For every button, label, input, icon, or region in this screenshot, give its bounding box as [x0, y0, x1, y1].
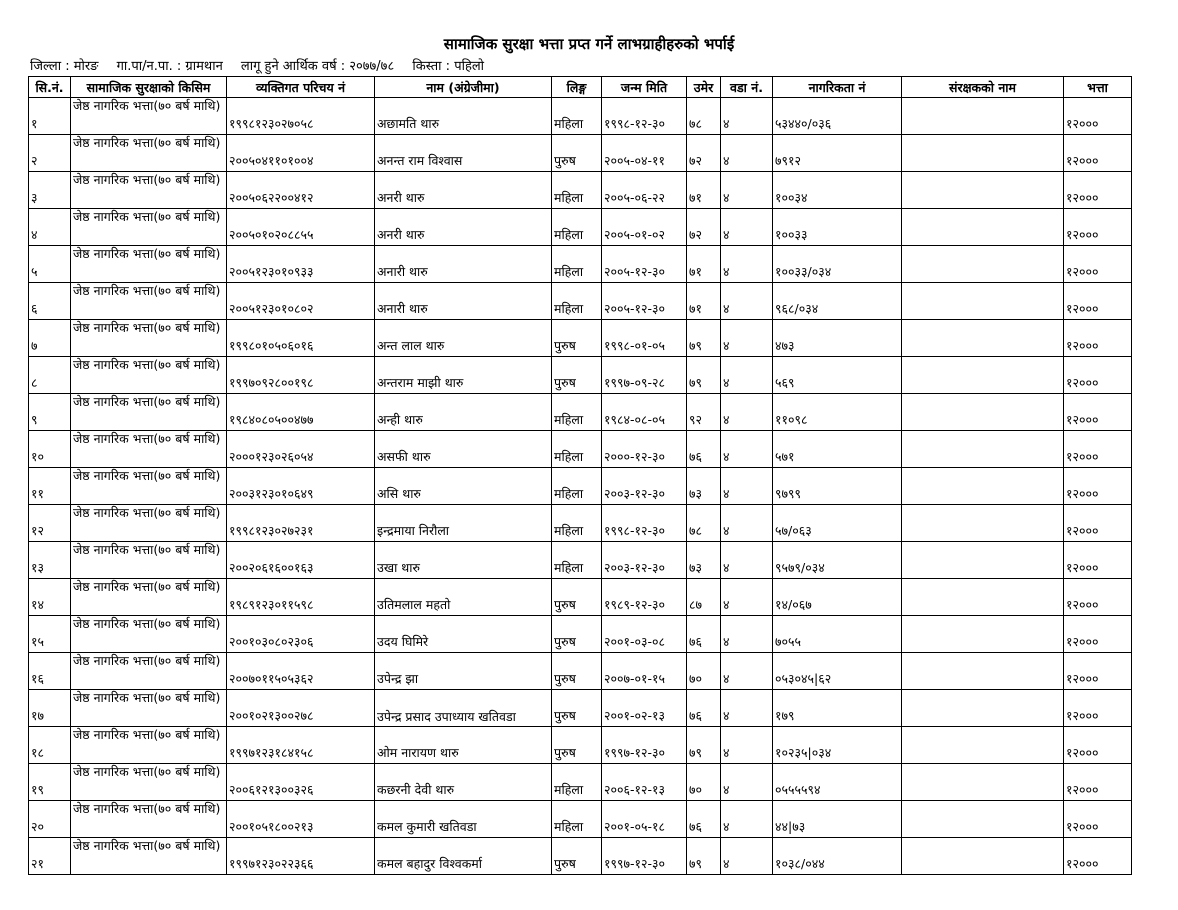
cell-type: जेष्ठ नागरिक भत्ता(७० बर्ष माथि) [71, 653, 227, 690]
table-row [29, 357, 1132, 394]
cell-gender: महिला [552, 764, 602, 801]
cell-id: १९८९१२३०११५९८ [227, 579, 375, 616]
cell-sn: १० [29, 431, 71, 468]
page-title: सामाजिक सुरक्षा भत्ता प्रप्त गर्ने लाभग्राहीहरुको भर्पाई [443, 35, 735, 53]
cell-age: ७३ [687, 542, 721, 579]
table-header-row [29, 77, 1132, 98]
column-header: उमेर [687, 77, 721, 98]
cell-dob: २००१-०५-१८ [602, 801, 687, 838]
cell-ward: ४ [721, 505, 773, 542]
table-row [29, 209, 1132, 246]
column-header: व्यक्तिगत परिचय नं [227, 77, 375, 98]
cell-sn: १ [29, 98, 71, 135]
cell-id: २००५०६२२००४१२ [227, 172, 375, 209]
cell-allowance: १२००० [1064, 320, 1132, 357]
cell-ward: ४ [721, 616, 773, 653]
cell-sn: ५ [29, 246, 71, 283]
cell-ward: ४ [721, 357, 773, 394]
cell-guardian [902, 579, 1064, 616]
cell-citizenship: ४४|७३ [773, 801, 902, 838]
cell-citizenship: १००३३/०३४ [773, 246, 902, 283]
cell-ward: ४ [721, 172, 773, 209]
cell-citizenship: ११०९८ [773, 394, 902, 431]
cell-dob: २००५-१२-३० [602, 283, 687, 320]
cell-type: जेष्ठ नागरिक भत्ता(७० बर्ष माथि) [71, 209, 227, 246]
cell-age: ७६ [687, 431, 721, 468]
cell-dob: २००१-०२-१३ [602, 690, 687, 727]
cell-dob: २००३-१२-३० [602, 542, 687, 579]
cell-citizenship: ०५५५५९४ [773, 764, 902, 801]
cell-ward: ४ [721, 838, 773, 875]
cell-id: १९९८०१०५०६०१६ [227, 320, 375, 357]
cell-ward: ४ [721, 431, 773, 468]
cell-guardian [902, 320, 1064, 357]
cell-id: २००५१२३०१०८०२ [227, 283, 375, 320]
cell-allowance: १२००० [1064, 764, 1132, 801]
cell-citizenship: १७९ [773, 690, 902, 727]
table-row [29, 579, 1132, 616]
cell-dob: २००५-१२-३० [602, 246, 687, 283]
header-info [30, 56, 498, 74]
cell-ward: ४ [721, 468, 773, 505]
cell-guardian [902, 357, 1064, 394]
cell-type: जेष्ठ नागरिक भत्ता(७० बर्ष माथि) [71, 801, 227, 838]
municipality-label: गा.पा/न.पा. : ग्रामथान [116, 59, 223, 74]
cell-type: जेष्ठ नागरिक भत्ता(७० बर्ष माथि) [71, 283, 227, 320]
cell-dob: १९८९-१२-३० [602, 579, 687, 616]
cell-sn: १९ [29, 764, 71, 801]
cell-name: उतिमलाल महतो [375, 579, 552, 616]
cell-type: जेष्ठ नागरिक भत्ता(७० बर्ष माथि) [71, 468, 227, 505]
cell-ward: ४ [721, 98, 773, 135]
cell-allowance: १२००० [1064, 246, 1132, 283]
cell-age: ७६ [687, 801, 721, 838]
cell-name: कमल कुमारी खतिवडा [375, 801, 552, 838]
cell-ward: ४ [721, 653, 773, 690]
cell-age: ७९ [687, 357, 721, 394]
table-row [29, 431, 1132, 468]
cell-sn: १२ [29, 505, 71, 542]
table-row [29, 283, 1132, 320]
cell-name: असि थारु [375, 468, 552, 505]
cell-gender: महिला [552, 505, 602, 542]
cell-dob: २००७-०१-१५ [602, 653, 687, 690]
cell-gender: पुरुष [552, 135, 602, 172]
cell-sn: १४ [29, 579, 71, 616]
cell-age: ८७ [687, 579, 721, 616]
cell-citizenship: १०३८/०४४ [773, 838, 902, 875]
cell-id: २००७०११५०५३६२ [227, 653, 375, 690]
cell-dob: १९९७-०९-२८ [602, 357, 687, 394]
cell-citizenship: १००३४ [773, 172, 902, 209]
cell-age: ७८ [687, 505, 721, 542]
cell-sn: ११ [29, 468, 71, 505]
cell-type: जेष्ठ नागरिक भत्ता(७० बर्ष माथि) [71, 616, 227, 653]
cell-ward: ४ [721, 764, 773, 801]
cell-type: जेष्ठ नागरिक भत्ता(७० बर्ष माथि) [71, 764, 227, 801]
cell-id: २००२०६१६००१६३ [227, 542, 375, 579]
cell-citizenship: १०२३५|०३४ [773, 727, 902, 764]
table-row [29, 653, 1132, 690]
cell-age: ७८ [687, 98, 721, 135]
fiscal-year-label: लागू हुने आर्थिक वर्ष : २०७७/७८ [240, 59, 395, 74]
cell-age: ७१ [687, 246, 721, 283]
cell-guardian [902, 690, 1064, 727]
cell-sn: ८ [29, 357, 71, 394]
cell-name: अनरी थारु [375, 209, 552, 246]
cell-type: जेष्ठ नागरिक भत्ता(७० बर्ष माथि) [71, 246, 227, 283]
column-header: सामाजिक सुरक्षाको किसिम [71, 77, 227, 98]
table-body [29, 98, 1132, 875]
cell-gender: पुरुष [552, 616, 602, 653]
cell-dob: २००६-१२-१३ [602, 764, 687, 801]
cell-age: ७२ [687, 135, 721, 172]
cell-id: २००६१२१३००३२६ [227, 764, 375, 801]
cell-sn: ७ [29, 320, 71, 357]
cell-id: १९९८१२३०२७०५८ [227, 98, 375, 135]
cell-gender: पुरुष [552, 357, 602, 394]
cell-dob: १९९८-१२-३० [602, 98, 687, 135]
cell-dob: १९९८-१२-३० [602, 505, 687, 542]
cell-dob: २०००-१२-३० [602, 431, 687, 468]
cell-age: ७९ [687, 320, 721, 357]
cell-guardian [902, 505, 1064, 542]
table-row [29, 172, 1132, 209]
cell-allowance: १२००० [1064, 283, 1132, 320]
cell-sn: १५ [29, 616, 71, 653]
cell-gender: पुरुष [552, 838, 602, 875]
table-row [29, 542, 1132, 579]
cell-name: अन्तराम माझी थारु [375, 357, 552, 394]
table-row [29, 135, 1132, 172]
cell-allowance: १२००० [1064, 690, 1132, 727]
cell-citizenship: ४७३ [773, 320, 902, 357]
cell-dob: २००५-०४-११ [602, 135, 687, 172]
cell-citizenship: ७९१२ [773, 135, 902, 172]
cell-citizenship: ५६९ [773, 357, 902, 394]
cell-sn: २० [29, 801, 71, 838]
cell-dob: १९९७-१२-३० [602, 838, 687, 875]
cell-guardian [902, 542, 1064, 579]
cell-sn: २ [29, 135, 71, 172]
cell-citizenship: ०५३०४५|६२ [773, 653, 902, 690]
cell-name: अछामति थारु [375, 98, 552, 135]
cell-guardian [902, 172, 1064, 209]
cell-dob: २००३-१२-३० [602, 468, 687, 505]
cell-guardian [902, 801, 1064, 838]
cell-gender: महिला [552, 394, 602, 431]
cell-allowance: १२००० [1064, 653, 1132, 690]
cell-allowance: १२००० [1064, 801, 1132, 838]
cell-ward: ४ [721, 283, 773, 320]
cell-allowance: १२००० [1064, 394, 1132, 431]
cell-allowance: १२००० [1064, 579, 1132, 616]
column-header: जन्म मिति [602, 77, 687, 98]
cell-ward: ४ [721, 801, 773, 838]
cell-dob: २००५-०१-०२ [602, 209, 687, 246]
cell-id: १९९८१२३०२७२३१ [227, 505, 375, 542]
cell-gender: महिला [552, 468, 602, 505]
cell-type: जेष्ठ नागरिक भत्ता(७० बर्ष माथि) [71, 394, 227, 431]
cell-guardian [902, 209, 1064, 246]
cell-guardian [902, 394, 1064, 431]
cell-sn: ३ [29, 172, 71, 209]
cell-gender: महिला [552, 246, 602, 283]
cell-type: जेष्ठ नागरिक भत्ता(७० बर्ष माथि) [71, 320, 227, 357]
cell-gender: पुरुष [552, 653, 602, 690]
cell-allowance: १२००० [1064, 505, 1132, 542]
table-row [29, 246, 1132, 283]
cell-id: २००५१२३०१०९३३ [227, 246, 375, 283]
cell-name: अन्त लाल थारु [375, 320, 552, 357]
cell-citizenship: ९७९९ [773, 468, 902, 505]
cell-age: ७९ [687, 727, 721, 764]
cell-allowance: १२००० [1064, 431, 1132, 468]
installment-label: किस्ता : पहिलो [412, 59, 485, 74]
cell-gender: पुरुष [552, 727, 602, 764]
cell-gender: महिला [552, 283, 602, 320]
cell-type: जेष्ठ नागरिक भत्ता(७० बर्ष माथि) [71, 838, 227, 875]
cell-citizenship: ५७१ [773, 431, 902, 468]
cell-allowance: १२००० [1064, 209, 1132, 246]
cell-allowance: १२००० [1064, 542, 1132, 579]
cell-age: ७१ [687, 172, 721, 209]
cell-type: जेष्ठ नागरिक भत्ता(७० बर्ष माथि) [71, 542, 227, 579]
table-row [29, 98, 1132, 135]
table-row [29, 616, 1132, 653]
cell-gender: पुरुष [552, 579, 602, 616]
cell-age: ७१ [687, 283, 721, 320]
cell-type: जेष्ठ नागरिक भत्ता(७० बर्ष माथि) [71, 727, 227, 764]
cell-citizenship: ५७/०६३ [773, 505, 902, 542]
cell-name: अनरी थारु [375, 172, 552, 209]
column-header: सि.नं. [29, 77, 71, 98]
cell-ward: ४ [721, 727, 773, 764]
cell-name: इन्द्रमाया निरौला [375, 505, 552, 542]
cell-sn: १६ [29, 653, 71, 690]
table-row [29, 764, 1132, 801]
cell-id: १९९७०९२८००१९८ [227, 357, 375, 394]
cell-guardian [902, 616, 1064, 653]
cell-age: ७० [687, 764, 721, 801]
cell-id: २००५०१०२०८८५५ [227, 209, 375, 246]
cell-allowance: १२००० [1064, 468, 1132, 505]
cell-gender: महिला [552, 801, 602, 838]
column-header: संरक्षकको नाम [902, 77, 1064, 98]
cell-guardian [902, 135, 1064, 172]
cell-id: १९८४०८०५००४७७ [227, 394, 375, 431]
cell-type: जेष्ठ नागरिक भत्ता(७० बर्ष माथि) [71, 431, 227, 468]
cell-gender: पुरुष [552, 320, 602, 357]
cell-gender: महिला [552, 431, 602, 468]
cell-type: जेष्ठ नागरिक भत्ता(७० बर्ष माथि) [71, 172, 227, 209]
cell-allowance: १२००० [1064, 357, 1132, 394]
cell-sn: ६ [29, 283, 71, 320]
cell-sn: १३ [29, 542, 71, 579]
cell-name: ओम नारायण थारु [375, 727, 552, 764]
cell-sn: ९ [29, 394, 71, 431]
cell-ward: ४ [721, 579, 773, 616]
cell-allowance: १२००० [1064, 172, 1132, 209]
cell-allowance: १२००० [1064, 838, 1132, 875]
district-label: जिल्ला : मोरङ [30, 59, 99, 74]
table-row [29, 690, 1132, 727]
cell-gender: महिला [552, 98, 602, 135]
cell-age: ७२ [687, 209, 721, 246]
cell-citizenship: १००३३ [773, 209, 902, 246]
table-row [29, 727, 1132, 764]
cell-ward: ४ [721, 690, 773, 727]
cell-guardian [902, 727, 1064, 764]
cell-age: ७९ [687, 838, 721, 875]
cell-name: उपेन्द्र झा [375, 653, 552, 690]
cell-name: अन्ही थारु [375, 394, 552, 431]
cell-citizenship: १४/०६७ [773, 579, 902, 616]
cell-id: २००१०२१३००२७८ [227, 690, 375, 727]
cell-dob: २००१-०३-०८ [602, 616, 687, 653]
cell-age: ७० [687, 653, 721, 690]
cell-age: ७३ [687, 468, 721, 505]
cell-dob: १९९८-०१-०५ [602, 320, 687, 357]
beneficiary-table [28, 76, 1132, 875]
cell-name: कमल बहादुर विश्वकर्मा [375, 838, 552, 875]
cell-name: अनारी थारु [375, 283, 552, 320]
cell-allowance: १२००० [1064, 135, 1132, 172]
column-header: नाम (अंग्रेजीमा) [375, 77, 552, 98]
cell-id: २०००१२३०२६०५४ [227, 431, 375, 468]
column-header: नागरिकता नं [773, 77, 902, 98]
table-row [29, 468, 1132, 505]
cell-ward: ४ [721, 394, 773, 431]
cell-allowance: १२००० [1064, 727, 1132, 764]
cell-gender: महिला [552, 542, 602, 579]
cell-id: २००५०४११०१००४ [227, 135, 375, 172]
cell-dob: १९८४-०८-०५ [602, 394, 687, 431]
cell-name: अनारी थारु [375, 246, 552, 283]
cell-guardian [902, 431, 1064, 468]
cell-name: अनन्त राम विश्वास [375, 135, 552, 172]
cell-type: जेष्ठ नागरिक भत्ता(७० बर्ष माथि) [71, 135, 227, 172]
cell-ward: ४ [721, 246, 773, 283]
column-header: लिङ्ग [552, 77, 602, 98]
cell-name: उदय घिमिरे [375, 616, 552, 653]
cell-guardian [902, 98, 1064, 135]
cell-id: १९९७१२३०२२३६६ [227, 838, 375, 875]
cell-gender: महिला [552, 209, 602, 246]
cell-type: जेष्ठ नागरिक भत्ता(७० बर्ष माथि) [71, 98, 227, 135]
cell-citizenship: ९६८/०३४ [773, 283, 902, 320]
cell-type: जेष्ठ नागरिक भत्ता(७० बर्ष माथि) [71, 357, 227, 394]
cell-guardian [902, 764, 1064, 801]
cell-type: जेष्ठ नागरिक भत्ता(७० बर्ष माथि) [71, 505, 227, 542]
cell-id: २००१०३०८०२३०६ [227, 616, 375, 653]
cell-sn: २१ [29, 838, 71, 875]
cell-guardian [902, 468, 1064, 505]
column-header: भत्ता [1064, 77, 1132, 98]
table-row [29, 505, 1132, 542]
table-row [29, 394, 1132, 431]
cell-name: कछरनी देवी थारु [375, 764, 552, 801]
cell-guardian [902, 653, 1064, 690]
cell-id: १९९७१२३१८४१५८ [227, 727, 375, 764]
table-row [29, 838, 1132, 875]
cell-sn: १८ [29, 727, 71, 764]
table-row [29, 801, 1132, 838]
cell-type: जेष्ठ नागरिक भत्ता(७० बर्ष माथि) [71, 579, 227, 616]
cell-id: २००१०५१८००२१३ [227, 801, 375, 838]
table-row [29, 320, 1132, 357]
column-header: वडा नं. [721, 77, 773, 98]
cell-sn: १७ [29, 690, 71, 727]
cell-citizenship: ९५७९/०३४ [773, 542, 902, 579]
cell-type: जेष्ठ नागरिक भत्ता(७० बर्ष माथि) [71, 690, 227, 727]
cell-age: ७६ [687, 690, 721, 727]
cell-name: उखा थारु [375, 542, 552, 579]
cell-guardian [902, 283, 1064, 320]
cell-name: असफी थारु [375, 431, 552, 468]
cell-gender: महिला [552, 172, 602, 209]
cell-citizenship: ७०५५ [773, 616, 902, 653]
cell-allowance: १२००० [1064, 616, 1132, 653]
cell-ward: ४ [721, 135, 773, 172]
cell-age: ७६ [687, 616, 721, 653]
cell-dob: १९९७-१२-३० [602, 727, 687, 764]
cell-dob: २००५-०६-२२ [602, 172, 687, 209]
cell-allowance: १२००० [1064, 98, 1132, 135]
cell-sn: ४ [29, 209, 71, 246]
cell-guardian [902, 246, 1064, 283]
cell-id: २००३१२३०१०६४९ [227, 468, 375, 505]
cell-gender: पुरुष [552, 690, 602, 727]
cell-ward: ४ [721, 320, 773, 357]
cell-ward: ४ [721, 209, 773, 246]
cell-ward: ४ [721, 542, 773, 579]
cell-citizenship: ५३४४०/०३६ [773, 98, 902, 135]
cell-guardian [902, 838, 1064, 875]
cell-name: उपेन्द्र प्रसाद उपाध्याय खतिवडा [375, 690, 552, 727]
cell-age: ९२ [687, 394, 721, 431]
